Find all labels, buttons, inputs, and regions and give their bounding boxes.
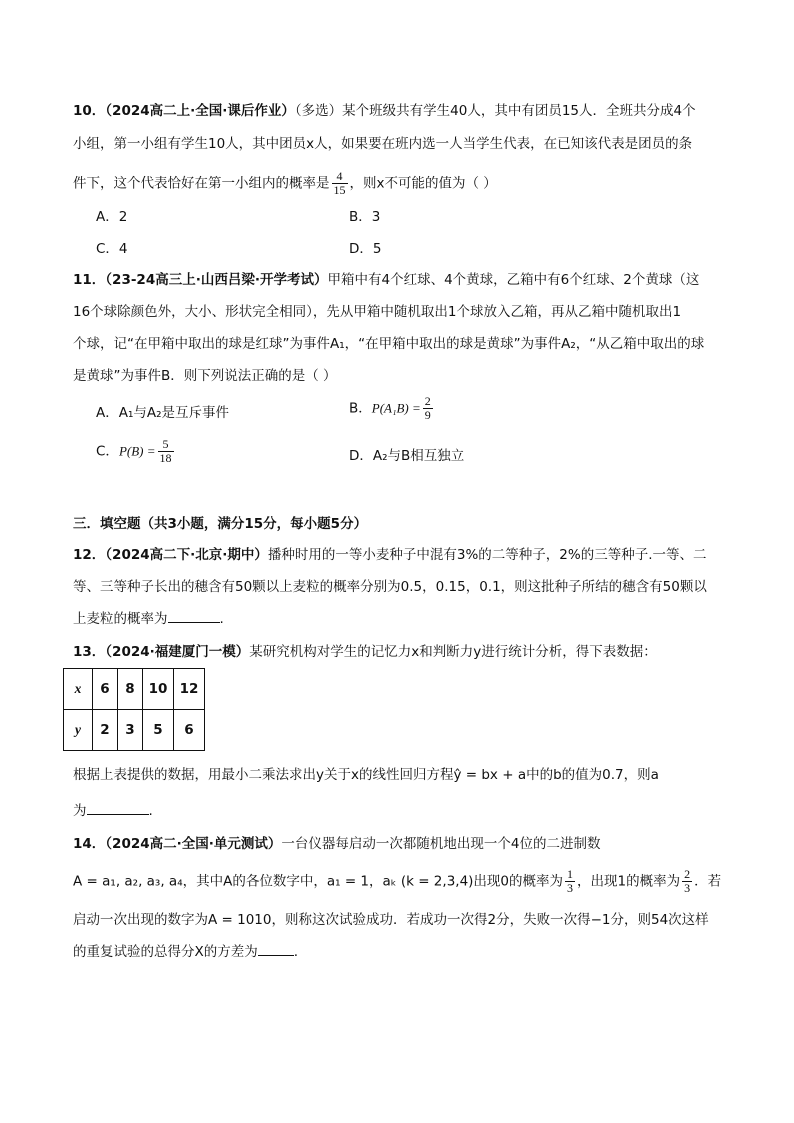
q10-option-c[interactable]: C．4 bbox=[96, 241, 128, 257]
q10-source: （2024高二上·全国·课后作业） bbox=[105, 103, 295, 119]
q13-line-3: 为 . bbox=[73, 803, 153, 819]
q10-line-1 bbox=[73, 101, 696, 121]
table-cell: 8 bbox=[118, 669, 143, 710]
q13-number: 13． bbox=[73, 644, 106, 660]
table-cell: 10 bbox=[143, 669, 174, 710]
q14-line-3: 启动一次出现的数字为A = 1010，则称这次试验成功．若成功一次得2分，失败一次得−1分，则54次这样 bbox=[73, 912, 709, 928]
q10-option-b[interactable]: B．3 bbox=[349, 209, 381, 225]
section-3-heading: 三．填空题（共3小题，满分15分，每小题5分） bbox=[73, 516, 368, 532]
q11-line-2: 16个球除颜色外，大小、形状完全相同），先从甲箱中随机取出1个球放入乙箱，再从乙箱中随机取出1 bbox=[73, 304, 682, 320]
q10-text-1: （多选）某个班级共有学生40人，其中有团员15人．全班共分成4个 bbox=[294, 103, 696, 119]
q11-source: （23-24高三上·山西吕梁·开学考试） bbox=[105, 272, 328, 288]
table-cell: 12 bbox=[174, 669, 205, 710]
table-cell: 5 bbox=[143, 710, 174, 751]
q12-line-1 bbox=[73, 545, 707, 565]
q14-answer-blank[interactable] bbox=[258, 943, 294, 956]
q13-source: （2024·福建厦门一模） bbox=[105, 644, 250, 660]
q11-line-4: 是黄球”为事件B．则下列说法正确的是（ ） bbox=[73, 368, 337, 384]
q12-line-3: 上麦粒的概率为 . bbox=[73, 611, 224, 627]
table-cell: 6 bbox=[174, 710, 205, 751]
q11-c-fraction: $\frac{5}{18}$ bbox=[159, 437, 172, 465]
q10-option-a[interactable]: A．2 bbox=[96, 209, 128, 225]
q12-source: （2024高二下·北京·期中） bbox=[105, 547, 268, 563]
q10-text-3b: ，则x不可能的值为（ ） bbox=[349, 175, 497, 192]
table-cell: 3 bbox=[118, 710, 143, 751]
q10-text-3a: 件下，这个代表恰好在第一小组内的概率是 bbox=[73, 175, 330, 192]
q14-source: （2024高二·全国·单元测试） bbox=[105, 836, 282, 852]
q14-fraction-2: $\frac{2}{3}$ bbox=[684, 867, 691, 895]
q12-answer-blank[interactable] bbox=[168, 610, 220, 623]
q13-data-table bbox=[63, 668, 205, 751]
q10-line-3 bbox=[73, 170, 497, 197]
q14-line-1 bbox=[73, 834, 600, 854]
q11-option-d[interactable]: D．A₂与B相互独立 bbox=[349, 448, 465, 464]
table-cell: y bbox=[64, 710, 93, 751]
q14-line-2: A = a₁, a₂, a₃, a₄，其中A的各位数字中，a₁ = 1，aₖ (k = 2,3,4)出现0的概率为 $\frac{1}{3}$ ，出现1的概率为 $\frac{2}{3}$ ．若 bbox=[73, 867, 722, 895]
q14-text-1: 一台仪器每启动一次都随机地出现一个4位的二进制数 bbox=[281, 836, 601, 852]
q11-option-c[interactable]: C．P(B) = $\frac{5}{18}$ bbox=[96, 437, 172, 465]
q11-b-fraction: $\frac{2}{9}$ bbox=[424, 394, 431, 422]
table-cell: x bbox=[64, 669, 93, 710]
q13-line-2: 根据上表提供的数据，用最小二乘法求出y关于x的线性回归方程ŷ = bx + a中的b的值为0.7，则a bbox=[73, 767, 659, 783]
table-cell: 2 bbox=[93, 710, 118, 751]
q12-line-2: 等、三等种子长出的穗含有50颗以上麦粒的概率分别为0.5，0.15，0.1，则这批种子所结的穗含有50颗以 bbox=[73, 579, 707, 595]
q11-line-3: 个球，记“在甲箱中取出的球是红球”为事件A₁，“在甲箱中取出的球是黄球”为事件A₂，“从乙箱中取出的球 bbox=[73, 336, 705, 352]
q12-text-1: 播种时用的一等小麦种子中混有3%的二等种子，2%的三等种子.一等、二 bbox=[267, 547, 707, 563]
table-cell: 6 bbox=[93, 669, 118, 710]
q12-number: 12． bbox=[73, 547, 106, 563]
table-row bbox=[64, 710, 205, 751]
q11-option-a[interactable]: A．A₁与A₂是互斥事件 bbox=[96, 405, 230, 421]
q11-text-1: 甲箱中有4个红球、4个黄球，乙箱中有6个红球、2个黄球（这 bbox=[327, 272, 700, 288]
q13-answer-blank[interactable] bbox=[87, 802, 149, 815]
q11-line-1 bbox=[73, 270, 699, 290]
q11-option-b[interactable]: B．P(A₁B) = $\frac{2}{9}$ bbox=[349, 394, 431, 422]
q13-text-1: 某研究机构对学生的记忆力x和判断力y进行统计分析，得下表数据： bbox=[249, 644, 657, 660]
q10-option-d[interactable]: D．5 bbox=[349, 241, 382, 257]
q14-line-4: 的重复试验的总得分X的方差为 . bbox=[73, 944, 299, 960]
q10-number: 10． bbox=[73, 103, 106, 119]
q10-fraction: $\frac{4}{15}$ bbox=[333, 169, 346, 197]
q10-line-2: 小组，第一小组有学生10人，其中团员x人，如果要在班内选一人当学生代表，在已知该代表是团员的条 bbox=[73, 136, 693, 152]
q14-number: 14． bbox=[73, 836, 106, 852]
q13-line-1 bbox=[73, 642, 657, 662]
q14-fraction-1: $\frac{1}{3}$ bbox=[567, 867, 574, 895]
table-row bbox=[64, 669, 205, 710]
q11-number: 11． bbox=[73, 272, 106, 288]
